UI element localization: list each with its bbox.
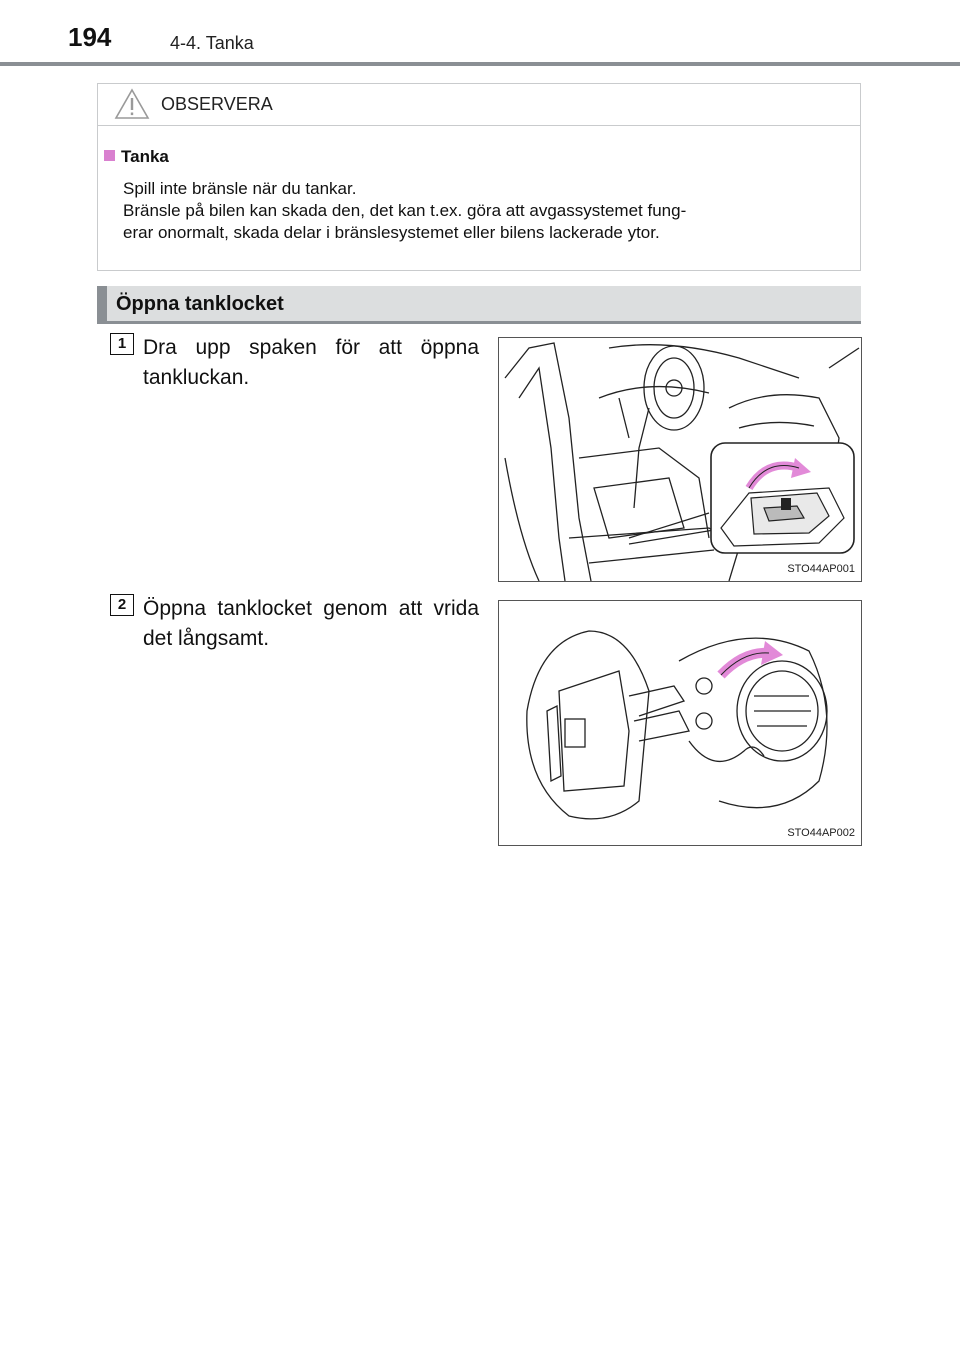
step-number-1: 1 — [110, 333, 134, 355]
caution-text — [123, 178, 848, 244]
caution-box — [97, 83, 861, 271]
step-text-1: Dra upp spaken för att öppna tankluckan. — [143, 336, 479, 389]
car-interior-illustration — [499, 338, 861, 581]
figure-code-1: STO44AP001 — [787, 563, 855, 575]
figure-code-2: STO44AP002 — [787, 827, 855, 839]
figure-fuel-cap — [498, 600, 862, 846]
page-number: 194 — [68, 22, 112, 52]
heading-accent — [97, 286, 107, 321]
caution-subheading — [104, 147, 169, 167]
square-bullet-icon — [104, 150, 115, 161]
procedure-heading-bar — [97, 286, 861, 324]
caution-title: OBSERVERA — [161, 94, 273, 114]
caution-header — [98, 84, 860, 126]
procedure-heading: Öppna tanklocket — [116, 293, 284, 315]
caution-line: Spill inte bränsle när du tankar. — [123, 179, 357, 198]
step-number-2: 2 — [110, 594, 134, 616]
fuel-cap-illustration — [499, 601, 861, 845]
caution-line: erar onormalt, skada delar i bränslesystemet eller bilens lackerade ytor. — [123, 223, 660, 242]
step-text-2: Öppna tanklocket genom att vrida det långsamt. — [143, 597, 479, 650]
caution-line: Bränsle på bilen kan skada den, det kan t.ex. göra att avgassystemet fung- — [123, 201, 687, 220]
caution-subheading-text: Tanka — [121, 147, 169, 166]
warning-triangle-icon — [114, 88, 150, 120]
section-title: 4-4. Tanka — [170, 33, 254, 53]
figure-fuel-lever — [498, 337, 862, 582]
header-rule — [0, 62, 960, 66]
